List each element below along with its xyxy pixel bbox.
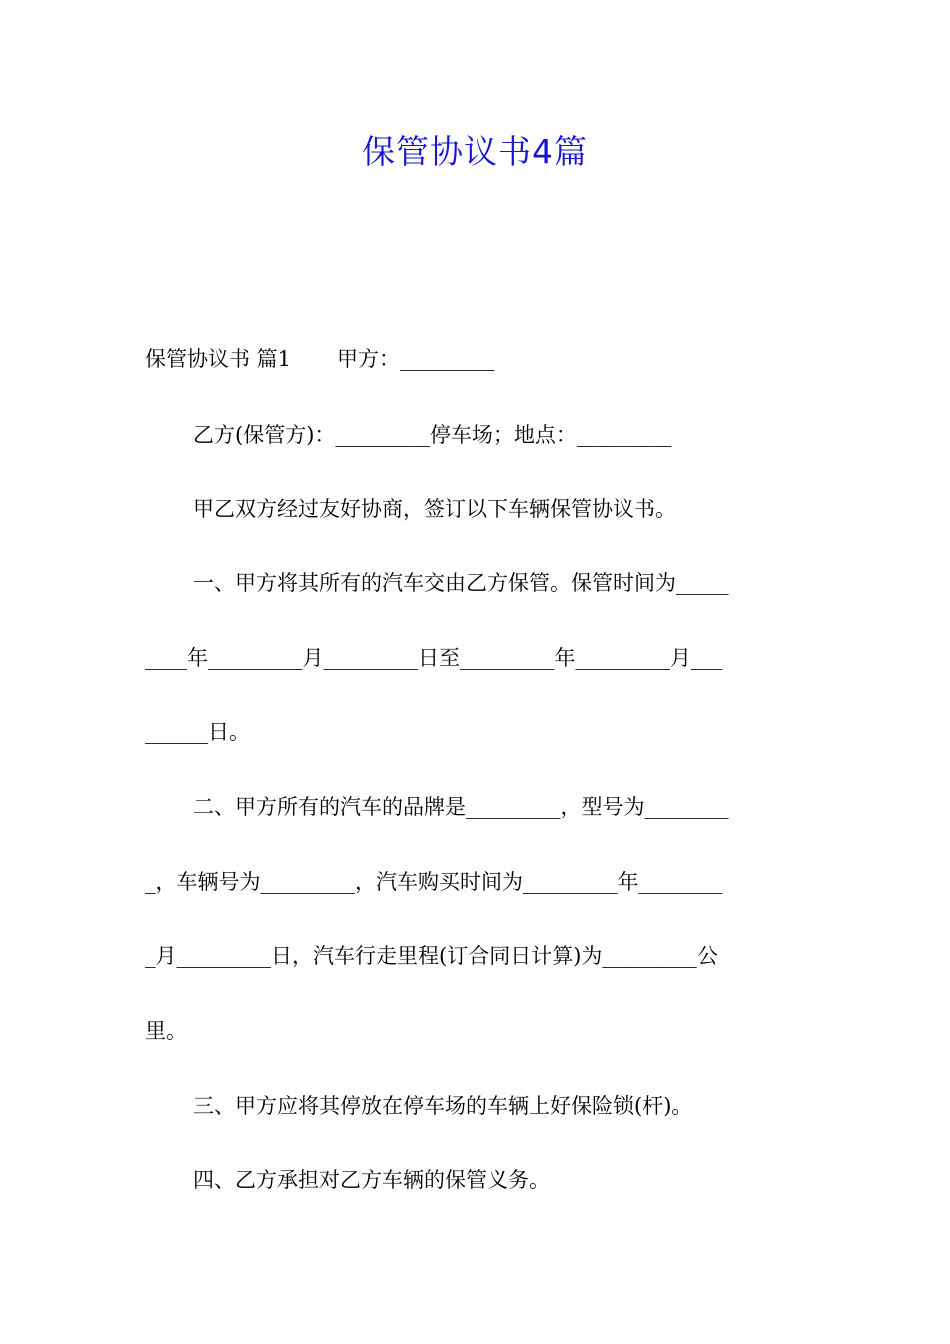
clause-2-line-4: 里。 (145, 1019, 187, 1043)
clause-3: 三、甲方应将其停放在停车场的车辆上好保险锁(杆)。 (193, 1094, 693, 1118)
clause-4: 四、乙方承担对乙方车辆的保管义务。 (193, 1168, 550, 1192)
agreement-heading: 保管协议书 篇1 (145, 347, 292, 371)
party-a-line: 甲方：_________ (337, 347, 495, 371)
clause-2-line-3: _月_________日，汽车行走里程(订合同日计算)为_________公 (145, 944, 718, 968)
clause-1-line-3: ______日。 (145, 720, 250, 744)
heading-line (145, 344, 810, 374)
clause-1-line-1: 一、甲方将其所有的汽车交由乙方保管。保管时间为_____ (193, 571, 729, 595)
clause-2-line-2: _，车辆号为_________，汽车购买时间为_________年________ (145, 870, 723, 894)
intro-paragraph: 甲乙双方经过友好协商，签订以下车辆保管协议书。 (193, 497, 676, 521)
clause-1-line-2: ____年_________月_________日至_________年_________月___ (145, 646, 723, 670)
document-title: 保管协议书4篇 (362, 132, 588, 171)
clause-2-line-1: 二、甲方所有的汽车的品牌是_________，型号为________ (193, 795, 729, 819)
party-b-line: 乙方(保管方)：_________停车场；地点：_________ (193, 423, 672, 447)
